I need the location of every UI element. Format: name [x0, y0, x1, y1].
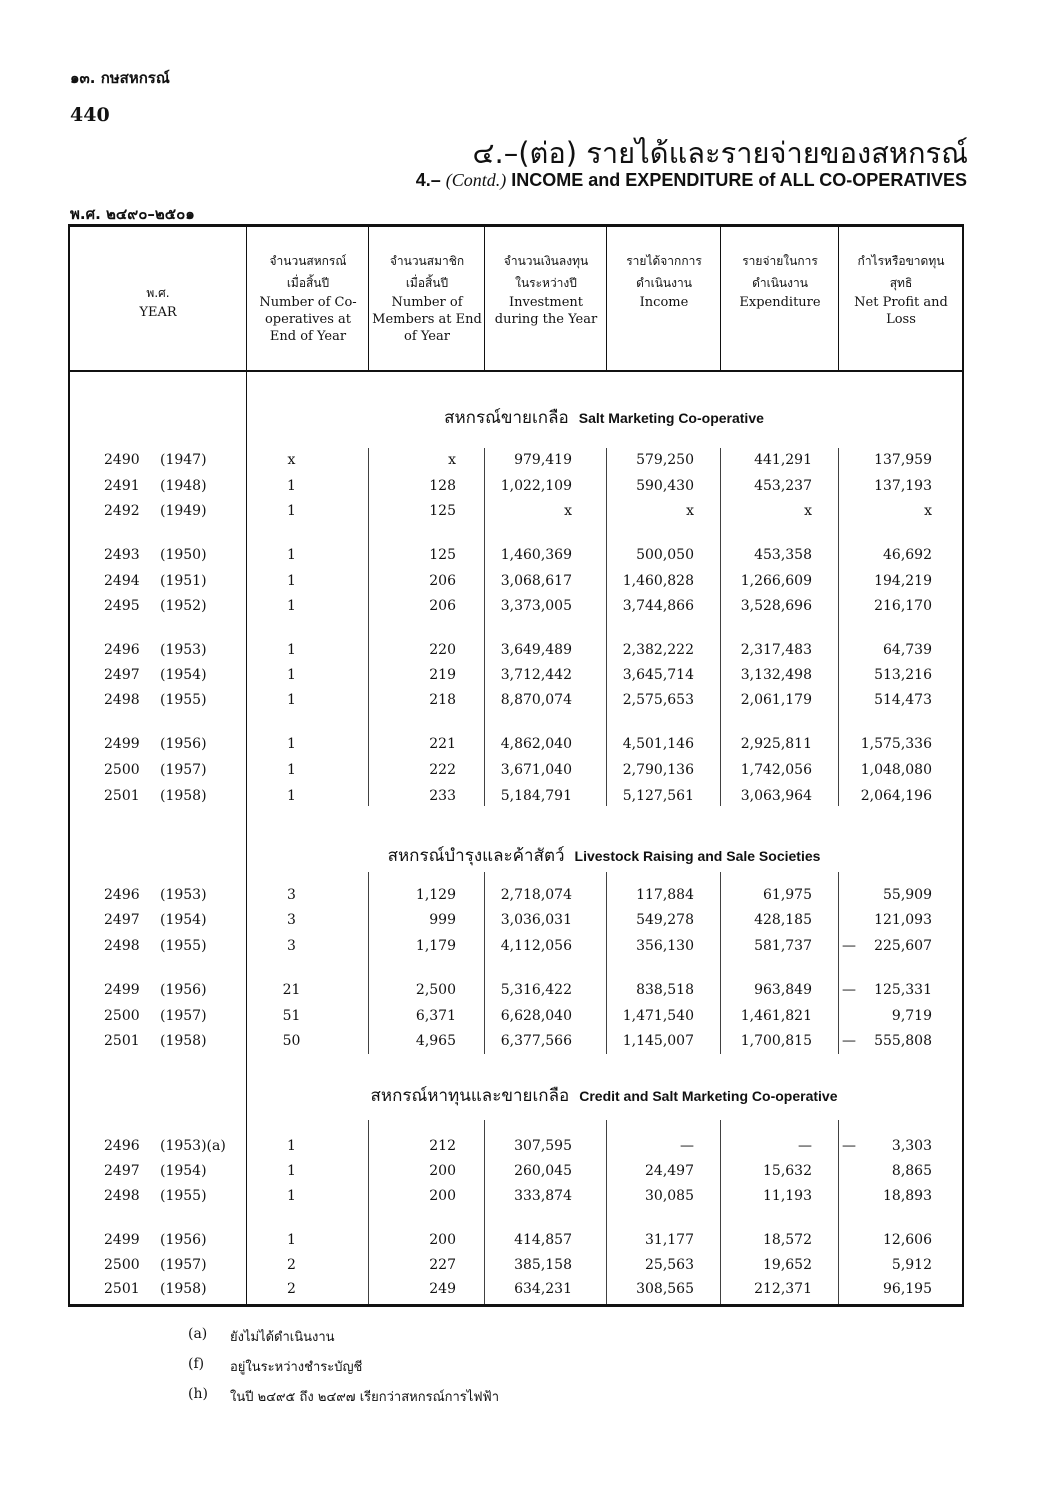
section-title-th: สหกรณ์บำรุงและค้าสัตว์: [387, 846, 565, 866]
cell-net: 5,912: [891, 1257, 932, 1273]
cell-income: 117,884: [636, 887, 694, 903]
cell-expenditure: 3,528,696: [740, 598, 812, 614]
header-coops: [250, 250, 366, 345]
table-row: [68, 667, 962, 691]
header-net: [842, 250, 960, 328]
cell-investment: 307,595: [514, 1138, 572, 1154]
cell-income: 3,744,866: [622, 598, 694, 614]
cell-coops: 1: [287, 1163, 296, 1179]
cell-ad: (1955): [160, 692, 207, 708]
cell-investment: 3,068,617: [500, 573, 572, 589]
footnote-mark: (f): [188, 1356, 205, 1372]
cell-be: 2490: [104, 452, 140, 468]
cell-net: 1,048,080: [860, 762, 932, 778]
cell-be: 2496: [104, 642, 140, 658]
header-bottom-rule: [68, 370, 964, 372]
cell-investment: 4,112,056: [500, 938, 572, 954]
cell-coops: 1: [287, 642, 296, 658]
header-income-th1: รายได้จากการ: [626, 254, 702, 268]
cell-members: 219: [429, 667, 456, 683]
cell-ad: (1949): [160, 503, 207, 519]
cell-be: 2491: [104, 478, 140, 494]
cell-income: 25,563: [645, 1257, 694, 1273]
cell-ad: (1956): [160, 736, 207, 752]
cell-net: 9,719: [891, 1008, 932, 1024]
cell-income: 2,575,653: [622, 692, 694, 708]
cell-ad: (1947): [160, 452, 207, 468]
cell-expenditure: 3,063,964: [740, 788, 812, 804]
table-row: [68, 912, 962, 936]
cell-investment: 6,628,040: [500, 1008, 572, 1024]
cell-members: 6,371: [415, 1008, 456, 1024]
cell-members: 125: [429, 547, 456, 563]
cell-be: 2495: [104, 598, 140, 614]
header-year-en: YEAR: [139, 305, 177, 320]
title-en-prefix: 4.–: [415, 170, 446, 190]
cell-net: 125,331: [874, 982, 932, 998]
cell-investment: 3,712,442: [500, 667, 572, 683]
cell-expenditure: 2,317,483: [740, 642, 812, 658]
negative-sign: —: [842, 1033, 856, 1049]
cell-net: 513,216: [874, 667, 932, 683]
footnote-mark: (h): [188, 1386, 208, 1402]
cell-expenditure: 428,185: [754, 912, 812, 928]
cell-net: 12,606: [883, 1232, 932, 1248]
cell-investment: 8,870,074: [500, 692, 572, 708]
col-divider-6: [838, 226, 839, 370]
cell-be: 2501: [104, 788, 140, 804]
cell-net: 96,195: [883, 1281, 932, 1297]
cell-expenditure: 581,737: [754, 938, 812, 954]
cell-income: 838,518: [636, 982, 694, 998]
header-members: [372, 250, 482, 345]
section-title: [246, 404, 962, 431]
section-title-th: สหกรณ์ขายเกลือ: [444, 408, 569, 428]
cell-coops: 3: [287, 912, 296, 928]
cell-net: 8,865: [891, 1163, 932, 1179]
col-divider-2: [368, 226, 369, 370]
header-net-en: Net Profit and Loss: [854, 295, 948, 327]
cell-coops: 1: [287, 1232, 296, 1248]
cell-income: —: [680, 1138, 694, 1154]
cell-coops: 1: [287, 1138, 296, 1154]
cell-expenditure: 2,061,179: [740, 692, 812, 708]
cell-net: 194,219: [874, 573, 932, 589]
table-row: [68, 1232, 962, 1256]
table-row: [68, 547, 962, 571]
header-income: [610, 250, 718, 311]
page-number: 440: [70, 104, 110, 126]
table-row: [68, 1138, 962, 1162]
cell-be: 2500: [104, 1257, 140, 1273]
cell-net: 1,575,336: [860, 736, 932, 752]
cell-members: 200: [429, 1163, 456, 1179]
section-tag: ๑๓. กษสหกรณ์: [70, 69, 170, 87]
cell-ad: (1950): [160, 547, 207, 563]
col-divider-4: [606, 226, 607, 370]
col-divider-5: [720, 226, 721, 370]
table-top-rule: [68, 224, 964, 227]
cell-be: 2498: [104, 938, 140, 954]
cell-income: 1,460,828: [622, 573, 694, 589]
header-expenditure-th1: รายจ่ายในการ: [742, 254, 818, 268]
header-investment-th1: จำนวนเงินลงทุน: [503, 254, 589, 268]
cell-members: 212: [429, 1138, 456, 1154]
cell-expenditure: 15,632: [763, 1163, 812, 1179]
cell-be: 2499: [104, 1232, 140, 1248]
cell-investment: 979,419: [514, 452, 572, 468]
title-english: [416, 170, 967, 191]
cell-members: 206: [429, 573, 456, 589]
table-row: [68, 887, 962, 911]
cell-income: 1,145,007: [622, 1033, 694, 1049]
cell-income: 31,177: [645, 1232, 694, 1248]
cell-investment: 3,373,005: [500, 598, 572, 614]
cell-coops: 50: [282, 1033, 301, 1049]
cell-investment: 4,862,040: [500, 736, 572, 752]
table-right-border: [962, 224, 964, 1307]
cell-be: 2496: [104, 1138, 140, 1154]
header-investment: [490, 250, 602, 328]
title-en-contd: (Contd.): [445, 170, 507, 190]
cell-net: 3,303: [891, 1138, 932, 1154]
cell-income: 30,085: [645, 1188, 694, 1204]
header-expenditure-en: Expenditure: [739, 295, 821, 310]
cell-be: 2494: [104, 573, 140, 589]
cell-members: 1,129: [415, 887, 456, 903]
cell-income: 549,278: [636, 912, 694, 928]
cell-expenditure: 19,652: [763, 1257, 812, 1273]
cell-expenditure: 963,849: [754, 982, 812, 998]
negative-sign: —: [842, 1138, 856, 1154]
cell-income: 4,501,146: [622, 736, 694, 752]
cell-investment: 1,022,109: [500, 478, 572, 494]
table-row: [68, 1033, 962, 1057]
table-row: [68, 1008, 962, 1032]
section-title-th: สหกรณ์หาทุนและขายเกลือ: [370, 1086, 570, 1106]
cell-income: 579,250: [636, 452, 694, 468]
cell-investment: 3,671,040: [500, 762, 572, 778]
cell-investment: 634,231: [514, 1281, 572, 1297]
cell-net: 2,064,196: [860, 788, 932, 804]
section-title-en: Credit and Salt Marketing Co-operative: [579, 1088, 838, 1104]
cell-ad: (1952): [160, 598, 207, 614]
cell-income: 1,471,540: [622, 1008, 694, 1024]
cell-expenditure: 2,925,811: [740, 736, 812, 752]
cell-net: 46,692: [883, 547, 932, 563]
cell-ad: (1953)(a): [160, 1138, 226, 1154]
negative-sign: —: [842, 938, 856, 954]
cell-expenditure: 453,358: [754, 547, 812, 563]
cell-net: 18,893: [883, 1188, 932, 1204]
cell-income: x: [686, 503, 694, 519]
cell-be: 2500: [104, 762, 140, 778]
cell-members: 233: [429, 788, 456, 804]
cell-income: 2,382,222: [622, 642, 694, 658]
col-divider-3: [484, 226, 485, 370]
cell-income: 3,645,714: [622, 667, 694, 683]
cell-coops: 1: [287, 478, 296, 494]
cell-expenditure: 3,132,498: [740, 667, 812, 683]
cell-income: 500,050: [636, 547, 694, 563]
cell-income: 308,565: [636, 1281, 694, 1297]
table-row: [68, 736, 962, 760]
cell-investment: x: [564, 503, 572, 519]
cell-ad: (1948): [160, 478, 207, 494]
cell-net: 137,959: [874, 452, 932, 468]
cell-members: 128: [429, 478, 456, 494]
cell-ad: (1957): [160, 1257, 207, 1273]
cell-members: 218: [429, 692, 456, 708]
cell-be: 2501: [104, 1033, 140, 1049]
negative-sign: —: [842, 982, 856, 998]
cell-be: 2497: [104, 912, 140, 928]
cell-members: 2,500: [415, 982, 456, 998]
header-net-th1: กำไรหรือขาดทุน: [857, 254, 945, 268]
cell-ad: (1956): [160, 982, 207, 998]
cell-be: 2497: [104, 1163, 140, 1179]
cell-investment: 333,874: [514, 1188, 572, 1204]
year-range: พ.ศ. ๒๔๙๐–๒๕๐๑: [70, 205, 195, 223]
table-row: [68, 788, 962, 812]
title-thai: ๔.–(ต่อ) รายได้และรายจ่ายของสหกรณ์: [472, 136, 968, 170]
cell-coops: 1: [287, 598, 296, 614]
footnote-mark: (a): [188, 1326, 208, 1342]
cell-expenditure: 441,291: [754, 452, 812, 468]
cell-ad: (1955): [160, 1188, 207, 1204]
cell-be: 2496: [104, 887, 140, 903]
header-expenditure: [724, 250, 836, 311]
cell-income: 590,430: [636, 478, 694, 494]
cell-expenditure: 212,371: [754, 1281, 812, 1297]
cell-ad: (1957): [160, 1008, 207, 1024]
cell-be: 2501: [104, 1281, 140, 1297]
cell-ad: (1956): [160, 1232, 207, 1248]
table-row: [68, 598, 962, 622]
footnote-text: ยังไม่ได้ดำเนินงาน: [230, 1330, 335, 1345]
table-row: [68, 1188, 962, 1212]
section-title: [246, 1082, 962, 1109]
cell-coops: 3: [287, 887, 296, 903]
cell-net: 514,473: [874, 692, 932, 708]
cell-be: 2498: [104, 1188, 140, 1204]
cell-expenditure: x: [804, 503, 812, 519]
cell-investment: 6,377,566: [500, 1033, 572, 1049]
cell-coops: 1: [287, 788, 296, 804]
cell-members: 1,179: [415, 938, 456, 954]
cell-investment: 3,036,031: [500, 912, 572, 928]
cell-net: 121,093: [874, 912, 932, 928]
cell-coops: 1: [287, 692, 296, 708]
cell-members: 206: [429, 598, 456, 614]
cell-members: 200: [429, 1232, 456, 1248]
header-coops-th1: จำนวนสหกรณ์: [269, 254, 347, 268]
cell-investment: 260,045: [514, 1163, 572, 1179]
header-income-en: Income: [639, 295, 689, 310]
cell-investment: 2,718,074: [500, 887, 572, 903]
cell-expenditure: 1,266,609: [740, 573, 812, 589]
cell-be: 2492: [104, 503, 140, 519]
cell-coops: 1: [287, 1188, 296, 1204]
cell-net: 555,808: [874, 1033, 932, 1049]
cell-be: 2497: [104, 667, 140, 683]
cell-ad: (1958): [160, 1033, 207, 1049]
cell-members: 200: [429, 1188, 456, 1204]
cell-ad: (1955): [160, 938, 207, 954]
cell-coops: 2: [287, 1281, 296, 1297]
cell-members: 249: [429, 1281, 456, 1297]
table-row: [68, 452, 962, 476]
table-row: [68, 762, 962, 786]
cell-coops: x: [287, 452, 296, 468]
cell-ad: (1958): [160, 1281, 207, 1297]
cell-members: 222: [429, 762, 456, 778]
cell-coops: 1: [287, 667, 296, 683]
cell-investment: 5,184,791: [500, 788, 572, 804]
cell-income: 356,130: [636, 938, 694, 954]
cell-net: 216,170: [874, 598, 932, 614]
cell-coops: 1: [287, 547, 296, 563]
cell-income: 24,497: [645, 1163, 694, 1179]
cell-investment: 1,460,369: [500, 547, 572, 563]
cell-income: 5,127,561: [622, 788, 694, 804]
cell-members: 4,965: [415, 1033, 456, 1049]
cell-income: 2,790,136: [622, 762, 694, 778]
table-row: [68, 503, 962, 527]
cell-ad: (1953): [160, 642, 207, 658]
cell-ad: (1957): [160, 762, 207, 778]
table-row: [68, 478, 962, 502]
header-expenditure-th2: ดำเนินงาน: [752, 276, 808, 290]
cell-be: 2498: [104, 692, 140, 708]
header-investment-th2: ในระหว่างปี: [515, 276, 577, 290]
cell-net: 55,909: [883, 887, 932, 903]
header-members-th2: เมื่อสิ้นปี: [405, 276, 449, 290]
table-row: [68, 1163, 962, 1187]
header-coops-th2: เมื่อสิ้นปี: [286, 276, 330, 290]
cell-net: 137,193: [874, 478, 932, 494]
header-members-en: Number of Members at End of Year: [372, 295, 482, 344]
cell-expenditure: 61,975: [763, 887, 812, 903]
footnote-text: ในปี ๒๔๙๕ ถึง ๒๔๙๗ เรียกว่าสหกรณ์การไฟฟ้า: [230, 1390, 500, 1405]
table-row: [68, 982, 962, 1006]
cell-coops: 1: [287, 573, 296, 589]
cell-investment: 414,857: [514, 1232, 572, 1248]
cell-ad: (1954): [160, 667, 207, 683]
cell-expenditure: 1,461,821: [740, 1008, 812, 1024]
cell-expenditure: 11,193: [763, 1188, 812, 1204]
cell-expenditure: 1,700,815: [740, 1033, 812, 1049]
cell-members: x: [448, 452, 456, 468]
header-investment-en: Investment during the Year: [494, 295, 598, 327]
cell-net: 225,607: [874, 938, 932, 954]
header-year-th: พ.ศ.: [146, 286, 170, 300]
cell-expenditure: 1,742,056: [740, 762, 812, 778]
cell-coops: 1: [287, 762, 296, 778]
cell-net: x: [924, 503, 932, 519]
cell-investment: 3,649,489: [500, 642, 572, 658]
cell-ad: (1951): [160, 573, 207, 589]
cell-coops: 51: [282, 1008, 301, 1024]
section-title-en: Livestock Raising and Sale Societies: [574, 848, 821, 864]
header-net-th2: สุทธิ: [889, 276, 913, 290]
header-income-th2: ดำเนินงาน: [636, 276, 692, 290]
cell-members: 227: [429, 1257, 456, 1273]
cell-coops: 1: [287, 503, 296, 519]
cell-members: 125: [429, 503, 456, 519]
cell-coops: 3: [287, 938, 296, 954]
cell-coops: 2: [287, 1257, 296, 1273]
cell-ad: (1954): [160, 1163, 207, 1179]
cell-expenditure: —: [798, 1138, 812, 1154]
cell-net: 64,739: [883, 642, 932, 658]
cell-be: 2500: [104, 1008, 140, 1024]
cell-expenditure: 453,237: [754, 478, 812, 494]
cell-coops: 1: [287, 736, 296, 752]
section-title-en: Salt Marketing Co-operative: [578, 410, 764, 426]
footnote-text: อยู่ในระหว่างชำระบัญชี: [230, 1360, 363, 1375]
cell-be: 2499: [104, 736, 140, 752]
table-row: [68, 692, 962, 716]
cell-expenditure: 18,572: [763, 1232, 812, 1248]
table-row: [68, 1257, 962, 1281]
header-year: [70, 282, 246, 321]
cell-be: 2499: [104, 982, 140, 998]
table-row: [68, 642, 962, 666]
title-en-main: INCOME and EXPENDITURE of ALL CO-OPERATIVES: [506, 170, 967, 190]
header-coops-en: Number of Co-operatives at End of Year: [259, 295, 357, 344]
header-members-th1: จำนวนสมาชิก: [389, 254, 465, 268]
cell-ad: (1954): [160, 912, 207, 928]
cell-coops: 21: [282, 982, 301, 998]
section-title: [246, 842, 962, 869]
table-row: [68, 1281, 962, 1305]
cell-investment: 5,316,422: [500, 982, 572, 998]
cell-members: 220: [429, 642, 456, 658]
cell-ad: (1953): [160, 887, 207, 903]
cell-be: 2493: [104, 547, 140, 563]
cell-members: 221: [429, 736, 456, 752]
cell-members: 999: [429, 912, 456, 928]
table-row: [68, 573, 962, 597]
table-row: [68, 938, 962, 962]
cell-ad: (1958): [160, 788, 207, 804]
cell-investment: 385,158: [514, 1257, 572, 1273]
